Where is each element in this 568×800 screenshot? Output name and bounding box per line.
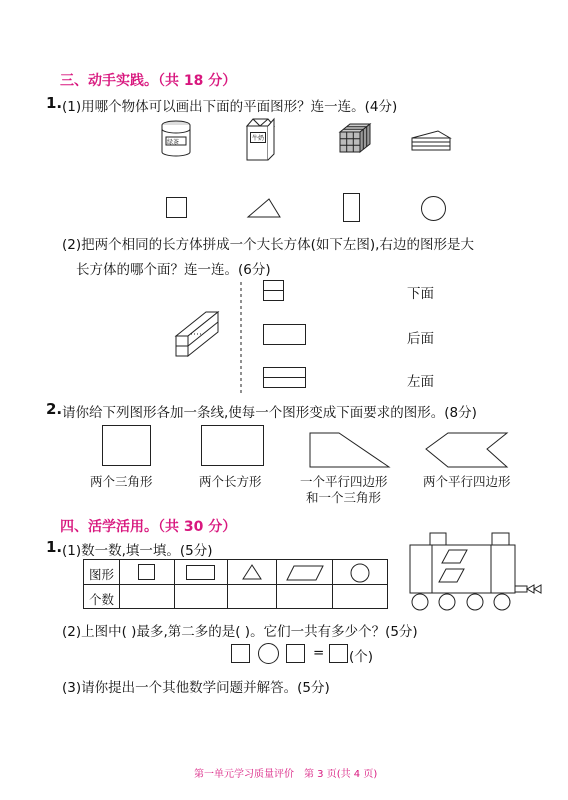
- row-label-shape: 图形: [89, 567, 115, 582]
- cake-slice-icon: [410, 130, 452, 152]
- caption-two-triangles: 两个三角形: [90, 474, 153, 489]
- rubiks-cube-icon: [336, 122, 372, 158]
- table-input-cell[interactable]: [332, 584, 388, 609]
- split-rectangle-icon: [201, 425, 265, 467]
- table-triangle-icon: [242, 564, 262, 580]
- section-3-title: 三、动手实践。（共 18 分）: [60, 73, 237, 89]
- face-label-left: 左面: [407, 374, 434, 390]
- square-icon: [166, 197, 188, 219]
- table-input-cell[interactable]: [174, 584, 228, 609]
- table-square-icon: [138, 564, 156, 580]
- rectangle-icon: [343, 193, 361, 223]
- equation-unit: (个): [349, 649, 374, 665]
- table-input-cell[interactable]: [227, 584, 277, 609]
- section-4-question-1-number: 1.: [46, 538, 63, 556]
- face-label-back: 后面: [407, 331, 434, 347]
- table-rectangle-icon: [186, 565, 216, 581]
- face-square-split-icon: [263, 280, 285, 302]
- section-4-question-1-part-2: (2)上图中( )最多,第二多的是( )。它们一共有多少个？(5分): [62, 624, 418, 640]
- section-4-question-1-part-3: (3)请你提出一个其他数学问题并解答。(5分): [62, 680, 330, 696]
- caption-and-triangle: 和一个三角形: [306, 490, 382, 505]
- table-parallelogram-icon: [286, 565, 324, 581]
- question-1-part-2-line-1: (2)把两个相同的长方体拼成一个大长方体(如下左图),右边的图形是大: [62, 237, 474, 253]
- row-label-count: 个数: [89, 592, 115, 607]
- equation-circle[interactable]: [258, 643, 280, 665]
- equation-answer-box[interactable]: [329, 644, 349, 664]
- split-trapezoid-icon: [309, 432, 391, 468]
- page-footer: 第一单元学习质量评价 第 3 页(共 4 页): [194, 769, 378, 780]
- equation-box-1[interactable]: [231, 644, 251, 664]
- split-arrow-shape-icon: [425, 432, 509, 468]
- equation-box-2[interactable]: [286, 644, 306, 664]
- split-square-icon: [102, 425, 152, 467]
- tea-can-label: 绿茶: [167, 139, 180, 146]
- circle-icon: [421, 196, 447, 222]
- question-1-part-2-line-2: 长方体的哪个面？连一连。(6分): [76, 262, 271, 278]
- table-input-cell[interactable]: [119, 584, 175, 609]
- long-cuboid-icon: [174, 310, 230, 358]
- face-rectangle-split-icon: [263, 367, 307, 389]
- triangle-icon: [247, 198, 281, 218]
- milk-carton-label: 牛奶: [250, 132, 266, 143]
- table-input-cell[interactable]: [276, 584, 333, 609]
- question-2-text: 请你给下列图形各加一条线,使每一个图形变成下面要求的图形。(8分): [62, 405, 477, 421]
- caption-two-rectangles: 两个长方形: [199, 474, 262, 489]
- question-2-number: 2.: [46, 400, 63, 418]
- table-circle-icon: [350, 563, 370, 583]
- question-1-part-1: (1)用哪个物体可以画出下面的平面图形？连一连。(4分): [62, 99, 398, 115]
- caption-parallelogram: 一个平行四边形: [300, 474, 388, 489]
- face-rectangle-icon: [263, 324, 307, 346]
- caption-two-parallelograms: 两个平行四边形: [423, 474, 511, 489]
- section-4-question-1-part-1: (1)数一数,填一填。(5分): [62, 543, 213, 559]
- question-1-number: 1.: [46, 94, 63, 112]
- train-picture-icon: [407, 532, 543, 612]
- equation-equals: =: [313, 645, 325, 661]
- dashed-divider: [240, 282, 244, 394]
- section-4-title: 四、活学活用。（共 30 分）: [60, 519, 237, 535]
- face-label-bottom: 下面: [407, 286, 434, 302]
